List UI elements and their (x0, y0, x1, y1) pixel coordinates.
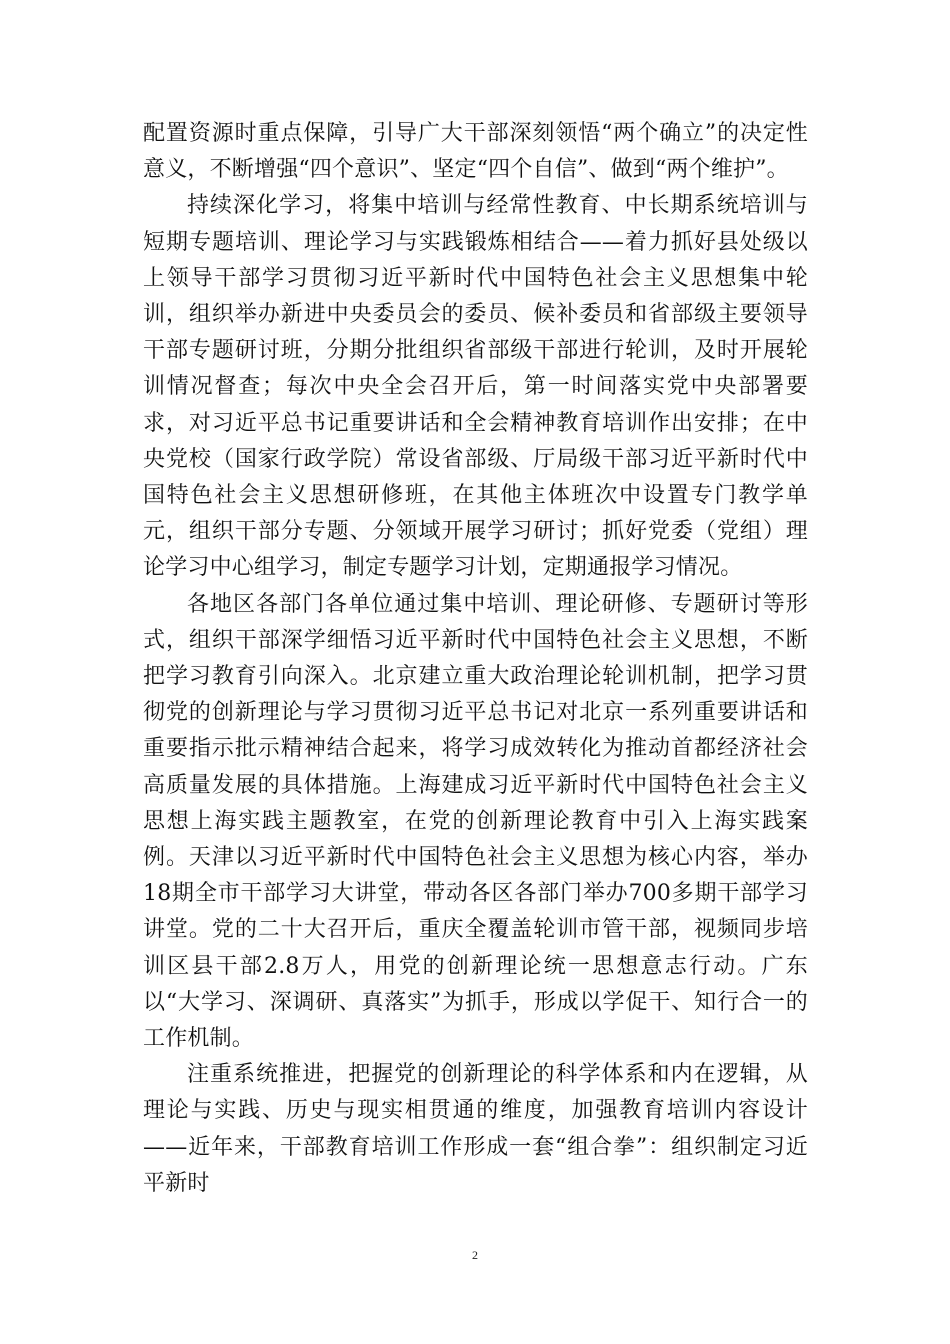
paragraph-regional-examples: 各地区各部门各单位通过集中培训、理论研修、专题研讨等形式，组织干部深学细悟习近平新时代中国特色社会主义思想，不断把学习教育引向深入。北京建立重大政治理论轮训机制，把学习贯彻党的创新理论与学习贯彻习近平总书记对北京一系列重要讲话和重要指示批示精神结合起来，将学习成效转化为推动首都经济社会高质量发展的具体措施。上海建成习近平新时代中国特色社会主义思想上海实践主题教室，在党的创新理论教育中引入上海实践案例。天津以习近平新时代中国特色社会主义思想为核心内容，举办18期全市干部学习大讲堂，带动各区各部门举办700多期干部学习讲堂。党的二十大召开后，重庆全覆盖轮训市管干部，视频同步培训区县干部2.8万人，用党的创新理论统一思想意志行动。广东以“大学习、深调研、真落实”为抓手，形成以学促干、知行合一的工作机制。 (143, 591, 808, 1052)
paragraph-continuation: 配置资源时重点保障，引导广大干部深刻领悟“两个确立”的决定性意义，不断增强“四个意识”、坚定“四个自信”、做到“两个维护”。 (143, 121, 808, 183)
paragraph-systematic-approach: 注重系统推进，把握党的创新理论的科学体系和内在逻辑，从理论与实践、历史与现实相贯通的维度，加强教育培训内容设计——近年来，干部教育培训工作形成一套“组合拳”：组织制定习近平新时 (143, 1062, 808, 1196)
paragraph-deepen-learning: 持续深化学习，将集中培训与经常性教育、中长期系统培训与短期专题培训、理论学习与实践锻炼相结合——着力抓好县处级以上领导干部学习贯彻习近平新时代中国特色社会主义思想集中轮训，组织举办新进中央委员会的委员、候补委员和省部级主要领导干部专题研讨班，分期分批组织省部级干部进行轮训，及时开展轮训情况督查；每次中央全会召开后，第一时间落实党中央部署要求，对习近平总书记重要讲话和全会精神教育培训作出安排；在中央党校（国家行政学院）常设省部级、厅局级干部习近平新时代中国特色社会主义思想研修班，在其他主体班次中设置专门教学单元，组织干部分专题、分领域开展学习研讨；抓好党委（党组）理论学习中心组学习，制定专题学习计划，定期通报学习情况。 (143, 193, 808, 581)
page-number: 2 (472, 1248, 478, 1262)
document-body (143, 116, 808, 1202)
